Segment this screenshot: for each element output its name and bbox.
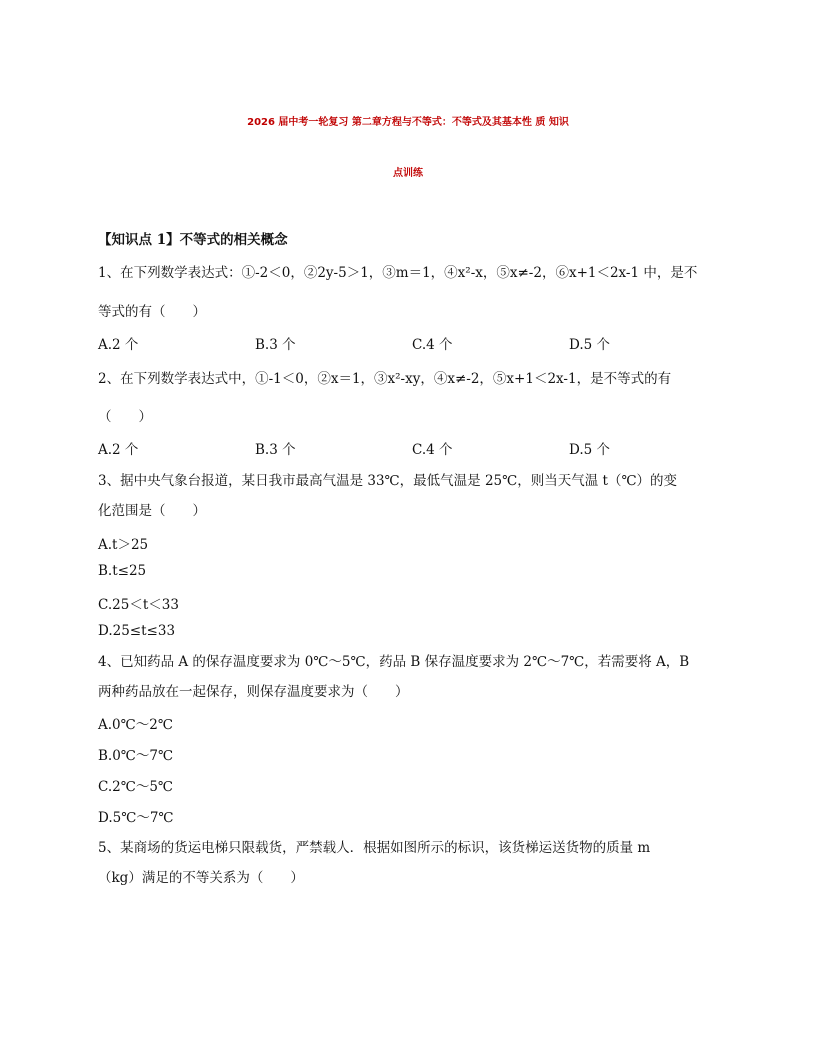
question-2-option-a: A.2 个 [98, 442, 139, 458]
section-heading: 【知识点 1】不等式的相关概念 [98, 232, 288, 248]
question-5-text-line-2: （kg）满足的不等关系为（ ） [98, 870, 304, 886]
question-1-option-d: D.5 个 [569, 337, 611, 353]
question-3-option-d: D.25≤t≤33 [98, 623, 176, 639]
question-3-option-b: B.t≤25 [98, 563, 147, 579]
question-1-text-line-1: 1、在下列数学表达式：①-2＜0，②2y-5＞1，③m＝1，④x²-x，⑤x≠-2，⑥x+1＜2x-1 中，是不 [98, 265, 698, 281]
question-3-text-line-2: 化范围是（ ） [98, 503, 206, 519]
question-5-text-line-1: 5、某商场的货运电梯只限载货，严禁载人．根据如图所示的标识，该货梯运送货物的质量 m [98, 840, 651, 856]
question-4-text-line-2: 两种药品放在一起保存，则保存温度要求为（ ） [98, 684, 409, 700]
question-2-text-line-2: （ ） [98, 409, 152, 425]
question-3-option-c: C.25＜t＜33 [98, 597, 179, 613]
title-line-2: 点训练 [393, 168, 423, 179]
question-1-text-line-2: 等式的有（ ） [98, 304, 206, 320]
question-2-option-d: D.5 个 [569, 442, 611, 458]
question-4-option-a: A.0℃～2℃ [98, 717, 173, 733]
question-1-option-b: B.3 个 [255, 337, 296, 353]
question-2-text-line-1: 2、在下列数学表达式中，①-1＜0，②x＝1，③x²-xy，④x≠-2，⑤x+1＜2x-1，是不等式的有 [98, 371, 672, 387]
question-4-option-c: C.2℃～5℃ [98, 779, 174, 795]
question-3-text-line-1: 3、据中央气象台报道，某日我市最高气温是 33℃，最低气温是 25℃，则当天气温 t（℃）的变 [98, 473, 678, 489]
question-2-option-b: B.3 个 [255, 442, 296, 458]
title-line-1: 2026 届中考一轮复习 第二章方程与不等式：不等式及其基本性 质 知识 [247, 117, 569, 128]
question-3-option-a: A.t＞25 [98, 537, 149, 553]
question-4-option-d: D.5℃～7℃ [98, 810, 174, 826]
question-1-option-a: A.2 个 [98, 337, 139, 353]
question-1-option-c: C.4 个 [412, 337, 453, 353]
question-2-option-c: C.4 个 [412, 442, 453, 458]
question-4-option-b: B.0℃～7℃ [98, 748, 174, 764]
question-4-text-line-1: 4、已知药品 A 的保存温度要求为 0℃～5℃，药品 B 保存温度要求为 2℃～7℃，若需要将 A，B [98, 654, 690, 670]
